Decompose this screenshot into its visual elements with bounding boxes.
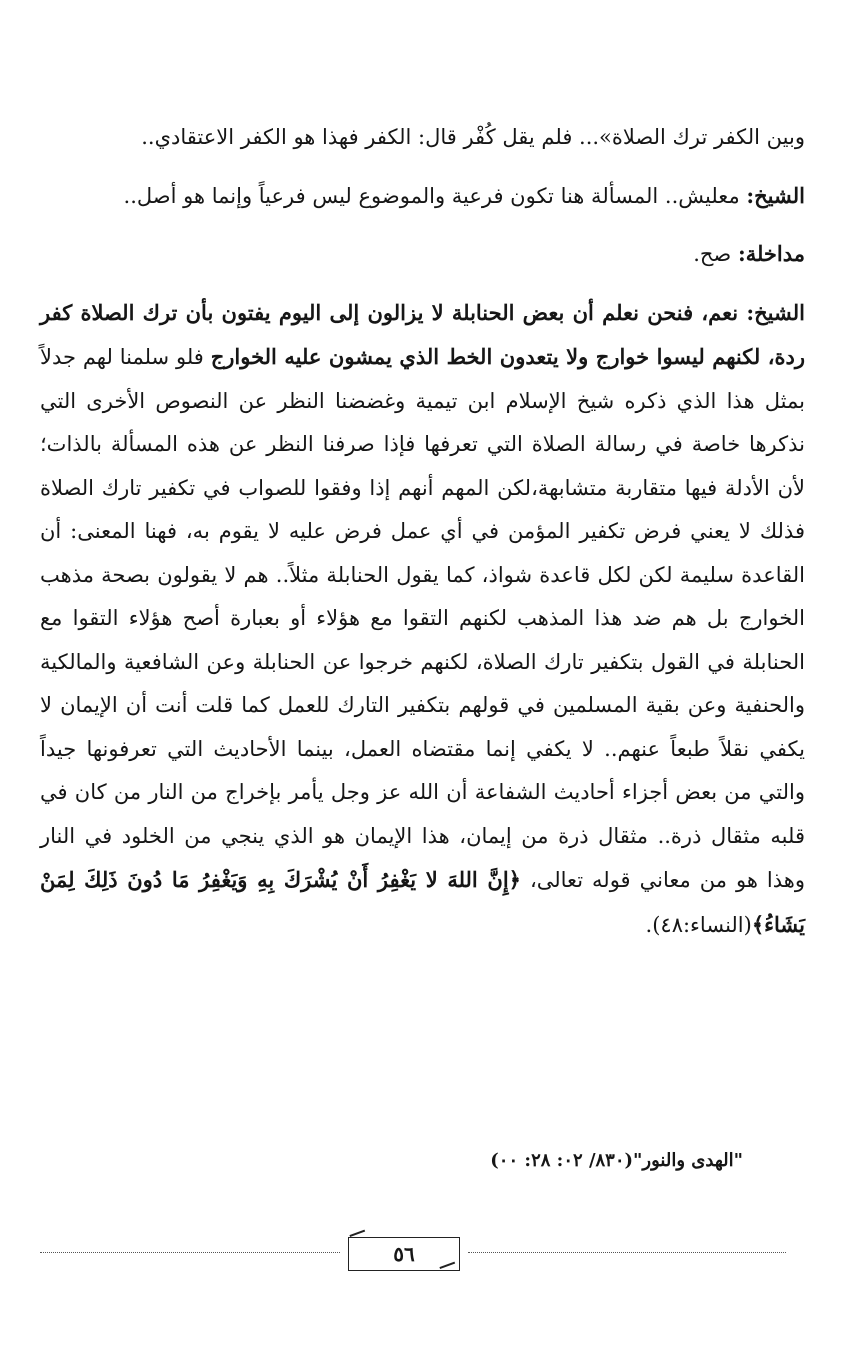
speaker-label: الشيخ: (746, 182, 805, 208)
footer-divider-left (40, 1252, 340, 1253)
paragraph-3-text: صح. (693, 242, 738, 266)
source-citation: "الهدى والنور"(٨٣٠/ ٠٢: ٢٨: ٠٠) (490, 1150, 743, 1171)
paragraph-4-bold-text: نعم، فنحن نعلم أن بعض الحنابلة لا يزالون إلى اليوم يفتون بأن ترك الصلاة كفر ردة، لكنهم ليسوا خوارج ولا يتعدون الخط الذي يمشون عليه الخوارج (40, 299, 805, 369)
paragraph-3 (40, 232, 805, 277)
speaker-label: الشيخ: (746, 299, 805, 325)
paragraph-4-text: فلو سلمنا لهم جدلاً بمثل هذا الذي ذكره شيخ الإسلام ابن تيمية وغضضنا النظر عن النصوص الأخرى التي نذكرها خاصة في رسالة الصلاة التي تعرفها فإذا صرفنا النظر عن هذه المسألة بالذات؛ لأن الأدلة فيها متقاربة متشابهة،لكن المهم أنهم إذا وفقوا للصواب في تكفير تارك الصلاة فذلك لا يعني فرض تكفير المؤمن في أي عمل فرض عليه لا يقوم به، فهنا المعنى: أن القاعدة سليمة لكن لكل قاعدة شواذ، كما يقول الحنابلة مثلاً.. هم لا يقولون بصحة مذهب الخوارج بل هم ضد هذا المذهب لكنهم التقوا مع هؤلاء أو بعبارة أصح هؤلاء التقوا مع الحنابلة في القول بتكفير تارك الصلاة، لكنهم خرجوا عن الحنابلة وعن الشافعية والمالكية والحنفية وعن بقية المسلمين في قولهم بتكفير التارك للعمل كما قلت أنت أن الإيمان لا يكفي نقلاً طبعاً عنهم.. لا يكفي إنما مقتضاه العمل، بينما الأحاديث التي تعرفونها جيداً والتي من بعض أجزاء أحاديث الشفاعة أن الله عز وجل يأمر بإخراج من النار من كان في قلبه مثقال ذرة.. مثقال ذرة من إيمان، هذا الإيمان هو الذي ينجي من الخلود في النار وهذا هو من معاني قوله تعالى، (40, 345, 805, 892)
quran-verse: ﴿إِنَّ اللهَ لا يَغْفِرُ أَنْ يُشْرَكَ بِهِ وَيَغْفِرُ مَا دُونَ ذَلِكَ لِمَنْ يَشَاءُ﴾ (40, 867, 805, 937)
page-number-frame (348, 1237, 460, 1271)
paragraph-1-text: وبين الكفر ترك الصلاة»... فلم يقل كُفْر قال: الكفر فهذا هو الكفر الاعتقادي.. (141, 125, 805, 149)
page-number: ٥٦ (393, 1242, 415, 1266)
paragraph-2-text: معليش.. المسألة هنا تكون فرعية والموضوع ليس فرعياً وإنما هو أصل.. (123, 183, 747, 208)
paragraph-2 (40, 174, 805, 219)
paragraph-4 (40, 291, 805, 948)
body-text (40, 116, 805, 947)
verse-reference: (النساء:٤٨). (645, 912, 752, 937)
footer-divider-right (468, 1252, 786, 1253)
speaker-label: مداخلة: (737, 241, 805, 266)
paragraph-1 (40, 116, 805, 160)
